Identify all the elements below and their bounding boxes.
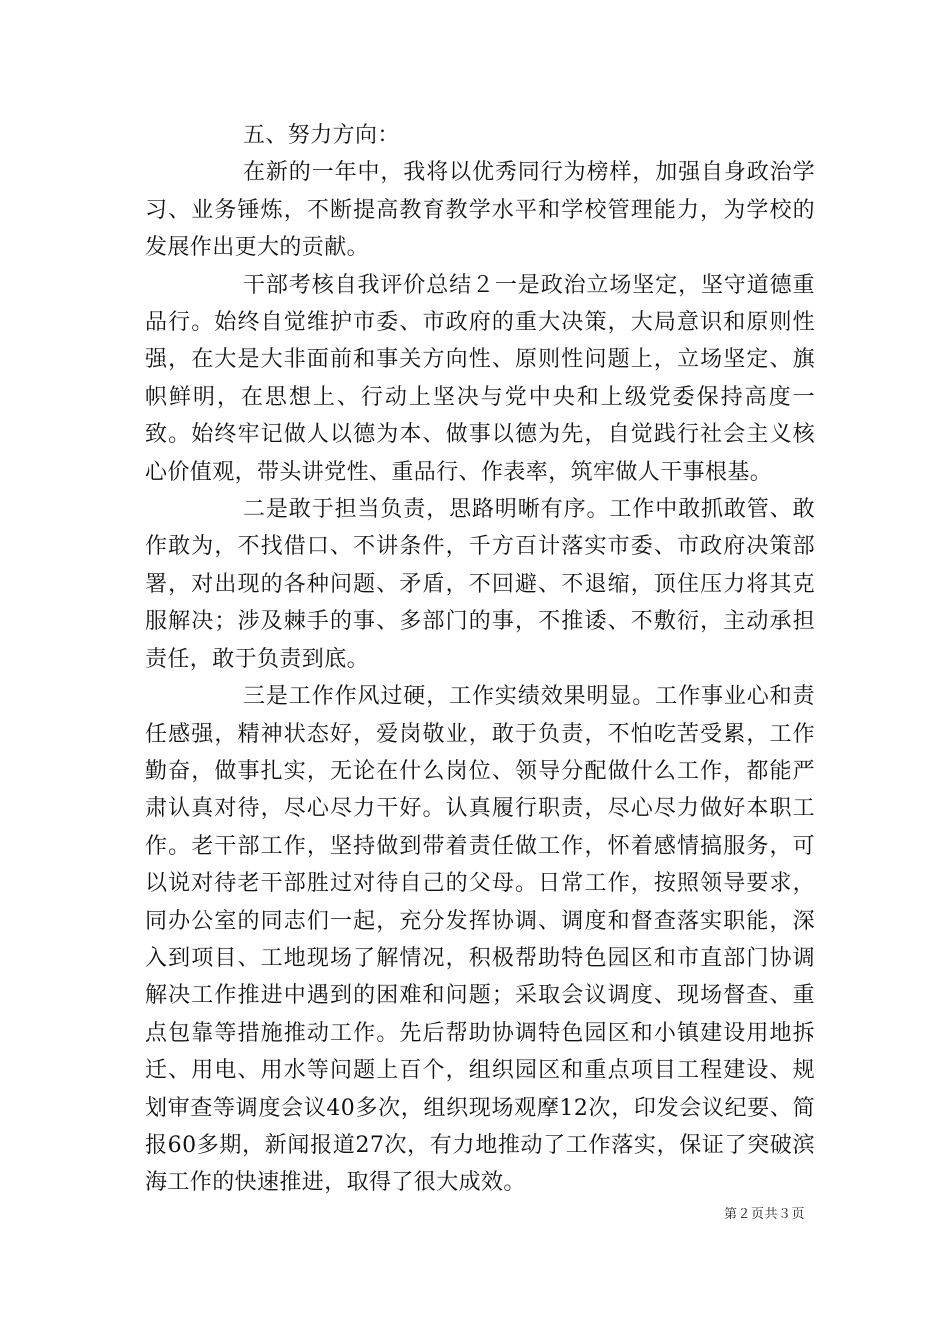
- document-body: [145, 117, 815, 1202]
- paragraph-responsibility: 二是敢于担当负责，思路明晰有序。工作中敢抓敢管、敢作敢为，不找借口、不讲条件，千方百计落实市委、市政府决策部署，对出现的各种问题、矛盾，不回避、不退缩，顶住压力将其克服解决；涉及棘手的事、多部门的事，不推诿、不敷衍，主动承担责任，敢于负责到底。: [145, 497, 815, 672]
- paragraph-goal: 在新的一年中，我将以优秀同行为榜样，加强自身政治学习、业务锤炼，不断提高教育教学水平和学校管理能力，为学校的发展作出更大的贡献。: [145, 160, 815, 261]
- page-number-footer: 第２页共３页: [723, 1207, 805, 1222]
- section-heading: 五、努力方向：: [243, 123, 400, 148]
- paragraph-work-style: 三是工作作风过硬，工作实绩效果明显。工作事业心和责任感强，精神状态好，爱岗敬业，敢于负责，不怕吃苦受累，工作勤奋，做事扎实，无论在什么岗位、领导分配做什么工作，都能严肃认真对待，尽心尽力干好。认真履行职责，尽心尽力做好本职工作。老干部工作，坚持做到带着责任做工作，怀着感情搞服务，可以说对待老干部胜过对待自己的父母。日常工作，按照领导要求，同办公室的同志们一起，充分发挥协调、调度和督查落实职能，深入到项目、工地现场了解情况，积极帮助特色园区和市直部门协调解决工作推进中遇到的困难和问题；采取会议调度、现场督查、重点包靠等措施推动工作。先后帮助协调特色园区和小镇建设用地拆迁、用电、用水等问题上百个，组织园区和重点项目工程建设、规划审查等调度会议40多次，组织现场观摩12次，印发会议纪要、简报60多期，新闻报道27次，有力地推动了工作落实，保证了突破滨海工作的快速推进，取得了很大成效。: [145, 684, 815, 1196]
- paragraph-political-stance: 干部考核自我评价总结２一是政治立场坚定，坚守道德重品行。始终自觉维护市委、市政府的重大决策，大局意识和原则性强，在大是大非面前和事关方向性、原则性问题上，立场坚定、旗帜鲜明，在思想上、行动上坚决与党中央和上级党委保持高度一致。始终牢记做人以德为本、做事以德为先，自觉践行社会主义核心价值观，带头讲党性、重品行、作表率，筑牢做人干事根基。: [145, 272, 815, 485]
